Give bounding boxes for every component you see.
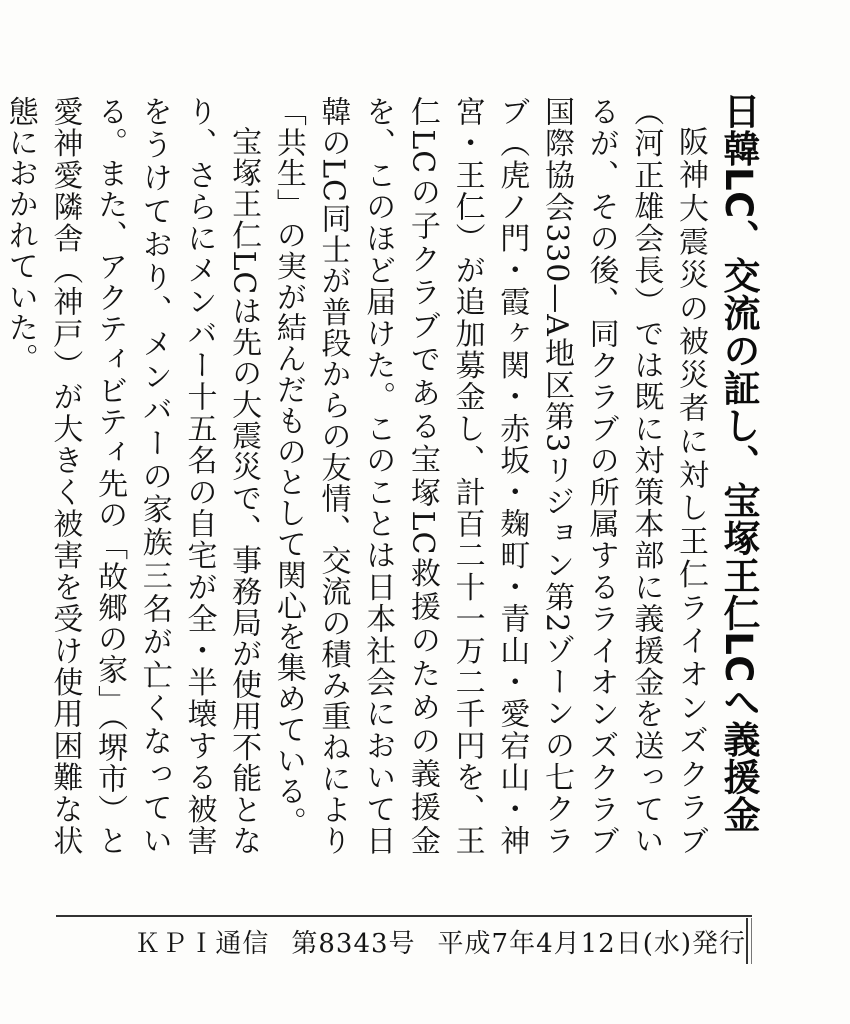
publication-footer (56, 918, 746, 964)
footer-end-rule-thin (751, 918, 752, 964)
article-paragraph-1: 阪神大震災の被災者に対し王仁ライオンズクラブ（河正雄会長）では既に対策本部に義援金を送っているが、その後、同クラブの所属するライオンズクラブ国際協会330—A地区第3リジョン第2ゾーンの七クラブ（虎ノ門・霞ヶ関・赤坂・麹町・青山・愛宕山・神宮・王仁）が追加募金し、計百二十一万二千円を、王仁LCの子クラブである宝塚LC救援のための義援金を、このほど届けた。このことは日本社会において日韓のLC同士が普段からの友情、交流の積み重ねにより「共生」の実が結んだものとして関心を集めている。 (270, 96, 708, 856)
publication-name: ＫＰＩ通信 (134, 928, 270, 959)
article-headline: 日韓LC、交流の証し、宝塚王仁LCへ義援金 (717, 92, 760, 833)
footer-end-rule (746, 918, 748, 964)
article-body (0, 96, 712, 856)
article (2, 92, 760, 856)
article-paragraph-2: 宝塚王仁LCは先の大震災で、事務局が使用不能となり、さらにメンバー十五名の自宅が全・半壊する被害をうけており、メンバーの家族三名が亡くなっている。また、アクティビティ先の「故郷の家」（堺市）と愛神愛隣舎（神戸）が大きく被害を受け使用困難な状態におかれていた。 (2, 96, 262, 856)
issue-number: 第8343号 (291, 928, 416, 959)
footer-divider (56, 915, 752, 917)
publication-date: 平成7年4月12日(水)発行 (437, 928, 746, 959)
